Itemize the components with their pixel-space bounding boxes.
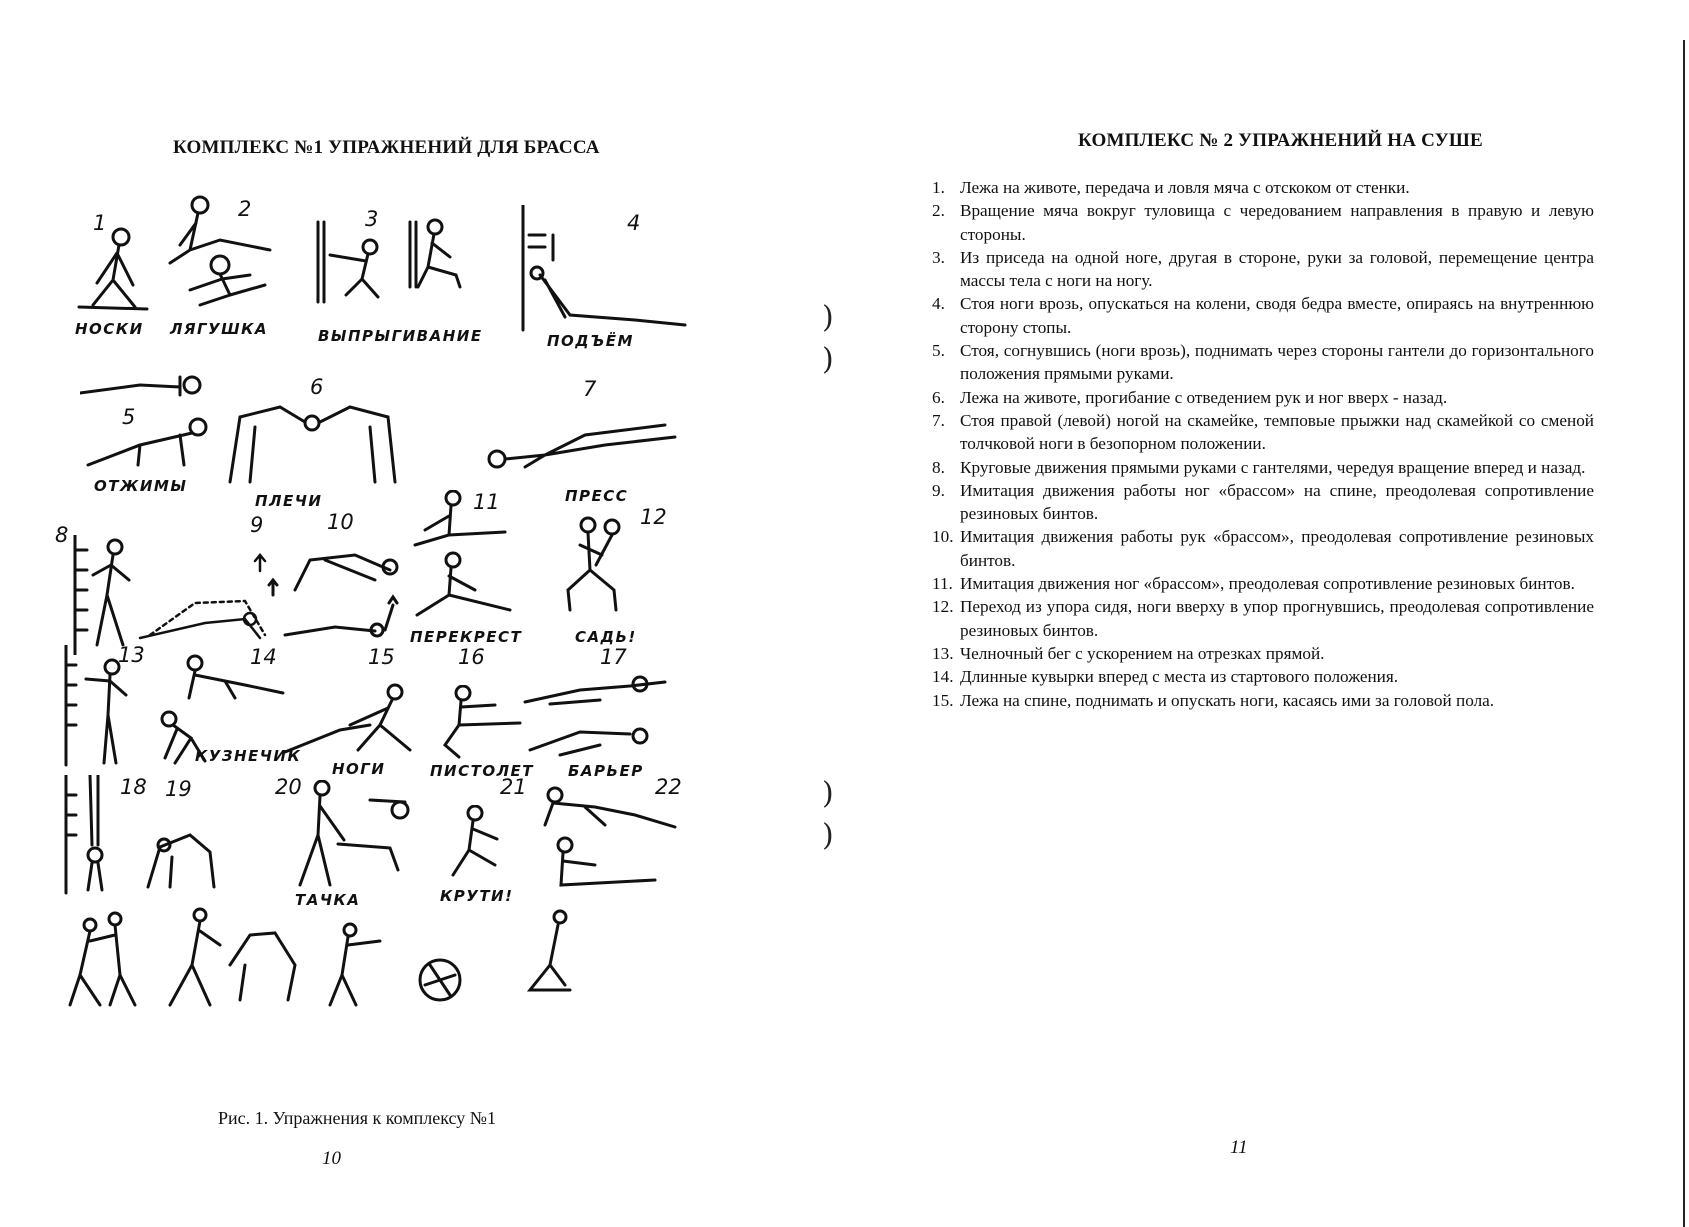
legs-partner-sketch: [280, 680, 420, 760]
figure-number: 15: [368, 645, 395, 669]
list-item: 12. Переход из упора сидя, ноги вверху в упор прогнувшись, преодолевая сопротивление резиновых бинтов.: [932, 597, 1594, 640]
list-item: 13. Челночный бег с ускорением на отрезках прямой.: [932, 643, 1325, 663]
right-page-number: 11: [1230, 1137, 1248, 1158]
figure-label: КУЗНЕЧИК: [195, 747, 302, 765]
figure-label: ПОДЪЁМ: [547, 332, 634, 350]
list-item: 7. Стоя правой (левой) ногой на скамейке, темповые прыжки над скамейкой со сменой толчковой ноги в безопорном положении.: [932, 410, 1594, 454]
bridge-roll-sketch: [265, 535, 405, 645]
figure-caption: Рис. 1. Упражнения к комплексу №1: [218, 1108, 496, 1128]
list-item: 5. Стоя, согнувшись (ноги врозь), поднимать через стороны гантели до горизонтального положения прямыми руками.: [932, 341, 1594, 384]
wheelbarrow-sketch: [280, 780, 410, 890]
figure-number: 12: [640, 505, 667, 529]
figure-label: ПЛЕЧИ: [255, 492, 323, 510]
figure-label: КРУТИ!: [440, 887, 514, 905]
figure-label: ПЕРЕКРЕСТ: [410, 628, 523, 646]
handstand-sketch: [60, 775, 115, 895]
scan-mark: ): [822, 818, 834, 853]
figure-number: 5: [122, 405, 136, 429]
list-item: 1. Лежа на животе, передача и ловля мяча с отскоком от стенки.: [932, 178, 1410, 197]
jump-arc-sketch: [135, 543, 275, 643]
shoulders-stretch-sketch: [220, 397, 400, 487]
abs-crunch-sketch: [485, 417, 685, 477]
figure-label: НОСКИ: [75, 320, 144, 338]
figure-number: 10: [327, 510, 354, 534]
figure-label: ПИСТОЛЕТ: [430, 762, 535, 780]
figure-label: САДЬ!: [575, 628, 637, 646]
scan-mark: ): [822, 776, 834, 811]
figure-label: ТАЧКА: [295, 891, 361, 909]
list-item: 15. Лежа на спине, поднимать и опускать ноги, касаясь ими за головой пола.: [932, 690, 1495, 710]
right-page-title: КОМПЛЕКС № 2 УПРАЖНЕНИЙ НА СУШЕ: [1078, 130, 1483, 151]
partner-exercises-sketch: [60, 905, 620, 1015]
scan-mark: ): [822, 342, 834, 377]
jump-up-sketch: [310, 217, 480, 317]
figure-number: 14: [250, 645, 277, 669]
figure-number: 2: [238, 197, 252, 221]
twist-sketch: [445, 805, 515, 885]
figure-label: НОГИ: [332, 760, 386, 778]
hurdle-stretch-sketch: [520, 670, 670, 765]
lunge-stretch-sketch: [525, 785, 685, 895]
figure-number: 11: [473, 490, 500, 514]
figure-number: 9: [250, 513, 264, 537]
hanging-sketch: [60, 645, 140, 770]
figure-label: ВЫПРЫГИВАНИЕ: [318, 327, 483, 345]
figure-label: ПРЕСС: [565, 487, 629, 505]
list-item: 4. Стоя ноги врозь, опускаться на колени, сводя бедра вместе, опираясь на внутреннюю сторону стопы.: [932, 294, 1594, 337]
rise-up-sketch: [515, 205, 695, 340]
squat-carry-sketch: [550, 515, 640, 615]
right-page: [820, 0, 1689, 1227]
left-page: [0, 0, 820, 1227]
figure-number: 6: [310, 375, 324, 399]
list-item: 11. Имитация движения ног «брассом», преодолевая сопротивление резиновых бинтов.: [932, 574, 1575, 594]
wall-bars-sketch: [67, 535, 137, 655]
exercise-illustrations: [55, 197, 725, 1085]
left-page-number: 10: [322, 1148, 341, 1169]
figure-label: ОТЖИМЫ: [94, 477, 188, 495]
list-item: 2. Вращение мяча вокруг туловища с чередованием направления в правую и левую стороны.: [932, 201, 1594, 244]
figure-number: 1: [93, 211, 107, 235]
figure-number: 19: [165, 777, 192, 801]
list-item: 10. Имитация движения работы рук «брассом», преодолевая сопротивление резиновых бинтов.: [932, 527, 1594, 570]
list-item: 14. Длинные кувырки вперед с места из стартового положения.: [932, 667, 1399, 687]
figure-number: 16: [458, 645, 485, 669]
list-item: 3. Из приседа на одной ноге, другая в стороне, руки за головой, перемещение центра массы тела с ноги на ногу.: [932, 247, 1594, 291]
figure-number: 3: [365, 207, 379, 231]
figure-label: БАРЬЕР: [568, 762, 644, 780]
figure-number: 18: [120, 775, 147, 799]
figure-number: 20: [275, 775, 302, 799]
figure-number: 17: [600, 645, 627, 669]
figure-number: 22: [655, 775, 682, 799]
figure-number: 13: [118, 643, 145, 667]
left-page-title: КОМПЛЕКС №1 УПРАЖНЕНИЙ ДЛЯ БРАССА: [173, 137, 600, 158]
frog-jump-sketch: [160, 195, 290, 320]
cross-legs-sketch: [405, 490, 525, 625]
kneeling-figure-sketch: [73, 225, 153, 315]
list-item: 8. Круговые движения прямыми руками с гантелями, чередуя вращение вперед и назад.: [932, 457, 1586, 477]
scan-mark: ): [822, 300, 834, 335]
pistol-squat-sketch: [435, 685, 525, 760]
figure-number: 8: [55, 523, 69, 547]
back-bend-sketch: [140, 817, 220, 892]
figure-number: 21: [500, 775, 527, 799]
push-up-sketch: [80, 365, 210, 475]
list-item: 6. Лежа на животе, прогибание с отведением рук и ног вверх - назад.: [932, 387, 1448, 407]
figure-number: 4: [627, 211, 641, 235]
exercise-list: [932, 176, 1594, 712]
list-item: 9. Имитация движения работы ног «брассом» на спине, преодолевая сопротивление резиновых бинтов.: [932, 480, 1594, 524]
figure-number: 7: [583, 377, 597, 401]
figure-label: ЛЯГУШКА: [170, 320, 269, 338]
